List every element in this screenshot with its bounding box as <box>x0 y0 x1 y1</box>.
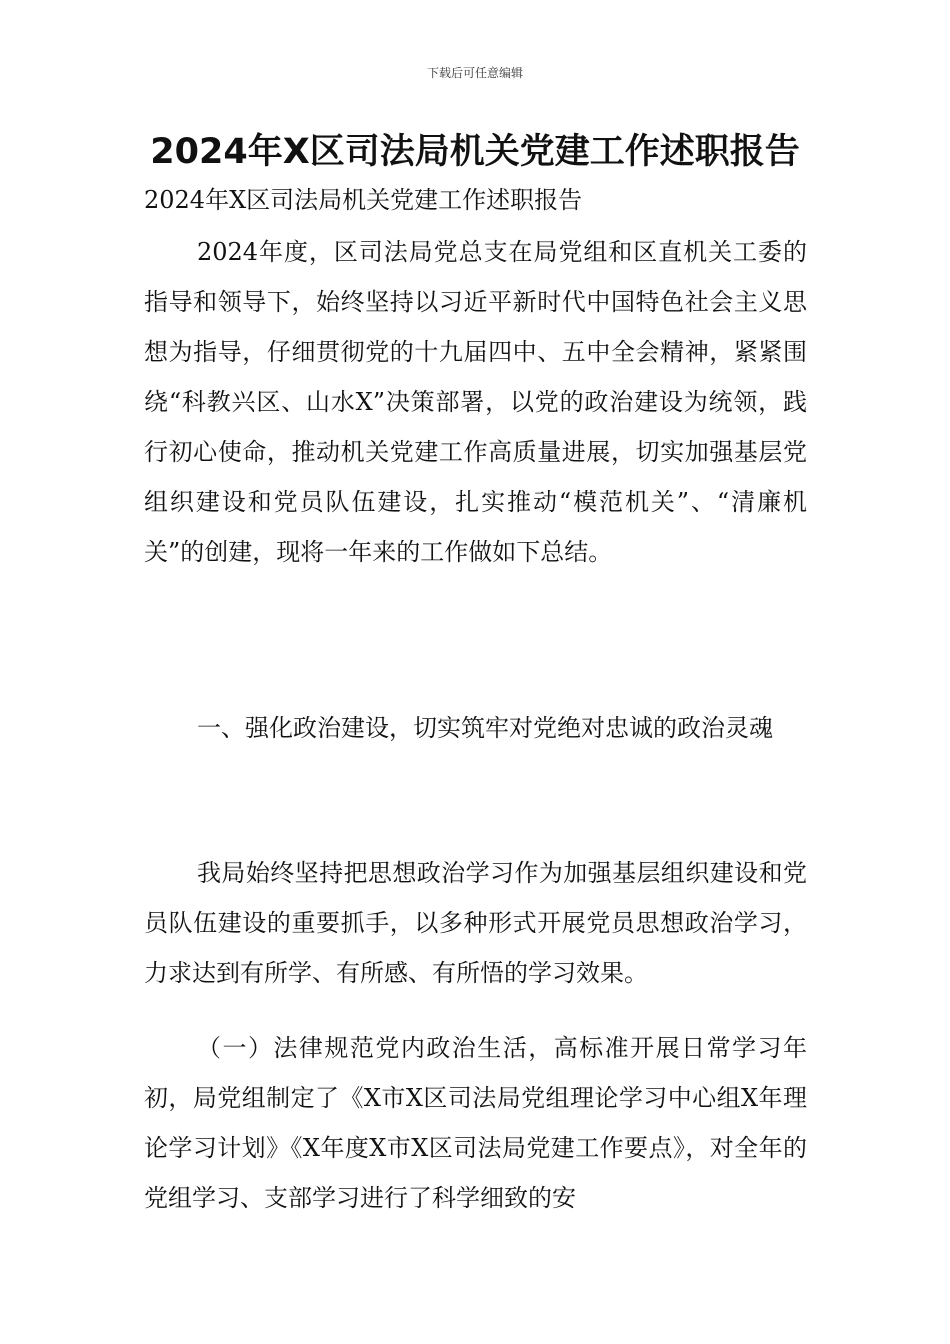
document-title: 2024年X区司法局机关党建工作述职报告 <box>150 132 800 172</box>
intro-paragraph: 2024年度，区司法局党总支在局党组和区直机关工委的指导和领导下，始终坚持以习近平新时代中国特色社会主义思想为指导，仔细贯彻党的十九届四中、五中全会精神，紧紧围绕“科教兴区、山水X”决策部署，以党的政治建设为统领，践行初心使命，推动机关党建工作高质量进展，切实加强基层党组织建设和党员队伍建设，扎实推动“模范机关”、“清廉机关”的创建，现将一年来的工作做如下总结。 <box>144 238 807 566</box>
section-heading-1: 一、强化政治建设，切实筑牢对党绝对忠诚的政治灵魂 <box>197 714 773 742</box>
section-1-paragraph: 我局始终坚持把思想政治学习作为加强基层组织建设和党员队伍建设的重要抓手，以多种形式开展党员思想政治学习，力求达到有所学、有所感、有所悟的学习效果。 <box>144 859 807 987</box>
header-note: 下载后可任意编辑 <box>426 66 523 80</box>
subsection-1-paragraph: （一）法律规范党内政治生活，高标准开展日常学习年初，局党组制定了《X市X区司法局党组理论学习中心组X年理论学习计划》《X年度X市X区司法局党建工作要点》，对全年的党组学习、支部学习进行了科学细致的安 <box>144 1034 807 1212</box>
document-subtitle: 2024年X区司法局机关党建工作述职报告 <box>144 186 583 214</box>
